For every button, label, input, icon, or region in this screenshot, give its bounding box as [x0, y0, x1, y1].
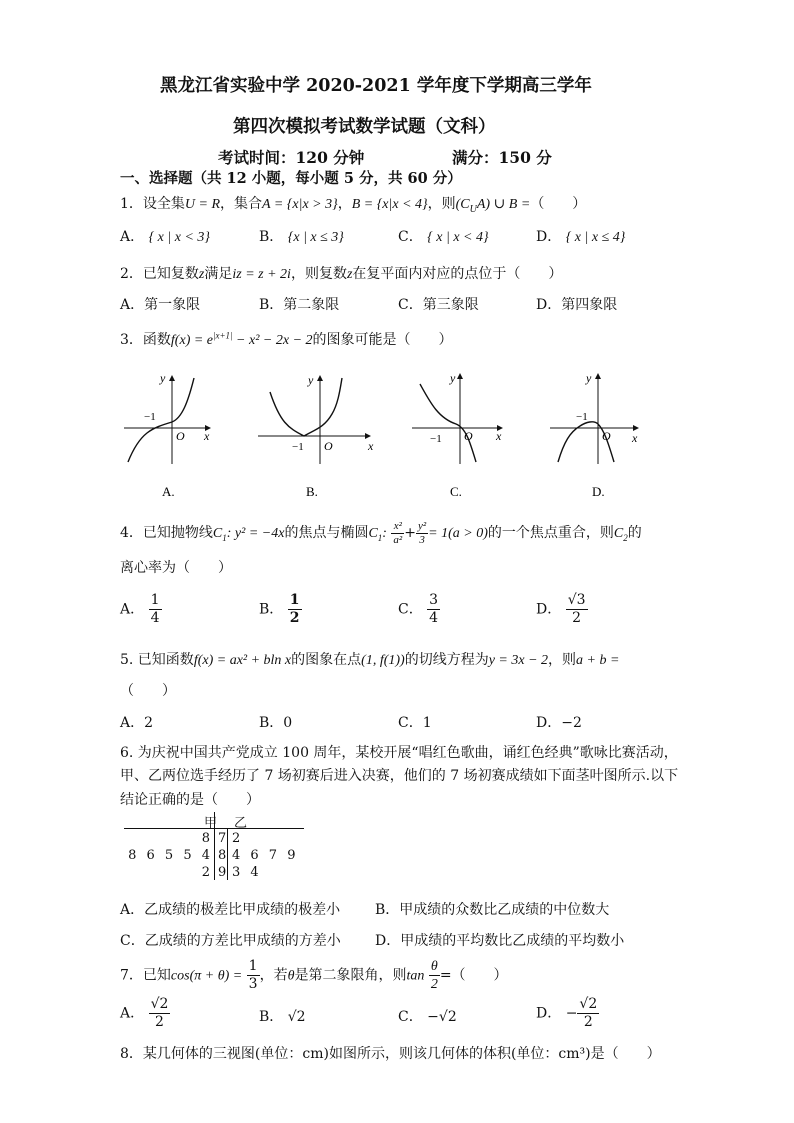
graph-d-label: D.	[592, 484, 605, 499]
stem-leaf-right-row1: 2	[232, 831, 241, 846]
stem-leaf-right-row2: 4 6 7 9	[232, 848, 296, 863]
question-7-option-b[interactable]: B． √2	[259, 1009, 306, 1025]
question-1-option-a[interactable]: A． { x | x < 3}	[120, 229, 210, 245]
question-6-line3: 结论正确的是（ ）	[120, 792, 260, 808]
question-8-stem: 8．某几何体的三视图(单位：cm)如图所示，则该几何体的体积(单位：cm³)是（ ）	[120, 1046, 661, 1062]
question-7-option-c[interactable]: C． −√2	[398, 1009, 457, 1025]
ellipse-frac-y: $\frac{\text{y²}}{3}$	[417, 519, 427, 546]
z-var: z	[346, 267, 353, 282]
question-4-option-c[interactable]: C． $\frac{3}{4}$	[398, 592, 439, 626]
graph-c-neg-one: −1	[430, 433, 442, 445]
question-6-option-b[interactable]: B．甲成绩的众数比乙成绩的中位数大	[375, 902, 610, 918]
stem-leaf-right-row3: 3 4	[232, 865, 259, 880]
exam-title-line2: 第四次模拟考试数学试题（文科）	[233, 117, 496, 137]
graph-b-label: B.	[306, 484, 318, 499]
question-5-stem: 5. 已知函数f(x) = ax² + bln x的图象在点(1, f(1))的切线方程为y = 3x − 2，则a + b =	[120, 652, 620, 668]
graph-b-neg-one: −1	[292, 441, 304, 453]
question-3-graphs	[110, 362, 670, 512]
question-1-option-c[interactable]: C． { x | x < 4}	[398, 229, 489, 245]
stem-leaf-left-row2: 8 6 5 5 4	[128, 848, 210, 863]
exam-title-line1: 黑龙江省实验中学 2020-2021 学年度下学期高三学年	[160, 76, 592, 96]
graph-a[interactable]	[124, 371, 210, 499]
stem-leaf-head-left: 甲	[204, 816, 218, 831]
exam-score: 满分：150 分	[452, 148, 552, 167]
graph-d-x-label: x	[632, 431, 638, 445]
graph-b[interactable]	[258, 373, 374, 499]
question-5-option-a[interactable]: A．2	[120, 715, 154, 731]
ellipse-frac-x: $\frac{\text{x²}}{\text{a²}}$	[393, 519, 403, 546]
graph-b-y-label: y	[308, 373, 314, 387]
graph-d-origin: O	[602, 429, 611, 443]
question-6-option-d[interactable]: D．甲成绩的平均数比乙成绩的平均数小	[375, 933, 625, 949]
question-4-option-d[interactable]: D． $\frac{√3}{2}$	[536, 592, 586, 626]
question-1-stem: 1．设全集U = R，集合A = {x|x > 3}，B = {x|x < 4}，则$(C_UA)$ ∪ B =（ ）	[120, 196, 587, 215]
stem-leaf-stem-row3: 9	[218, 865, 227, 880]
question-7-stem: 7．已知cos(π + θ) = $\frac{1}{3}$ ，若θ是第二象限角，则tan $\frac{\theta}{2}$ =（ ）	[120, 958, 508, 992]
question-5-option-c[interactable]: C．1	[398, 715, 432, 731]
graph-b-x-label: x	[368, 439, 374, 453]
question-1-option-b[interactable]: B． {x | x ≤ 3}	[259, 229, 344, 245]
graph-c-x-label: x	[496, 429, 502, 443]
question-2-option-a[interactable]: A．第一象限	[120, 297, 201, 313]
graph-a-label: A.	[162, 484, 175, 499]
graph-a-y-label: y	[160, 371, 166, 385]
question-4-stem-line2: 离心率为（ ）	[120, 560, 232, 576]
graph-c-origin: O	[464, 429, 473, 443]
graph-a-neg-one: −1	[144, 411, 156, 423]
stem-leaf-stem-row1: 7	[218, 831, 227, 846]
question-6-line2: 甲、乙两位选手经历了 7 场初赛后进入决赛，他们的 7 场初赛成绩如下面茎叶图所示.以下	[120, 768, 679, 784]
graph-d-y-label: y	[586, 371, 592, 385]
question-5-option-b[interactable]: B．0	[259, 715, 293, 731]
question-7-option-a[interactable]: A． $\frac{√2}{2}$	[120, 996, 169, 1030]
question-7-option-d[interactable]: D． − $\frac{√2}{2}$	[536, 996, 598, 1030]
question-1-option-d[interactable]: D． { x | x ≤ 4}	[536, 229, 626, 245]
graph-c-y-label: y	[450, 371, 456, 385]
question-3-stem: 3．函数$f(x) = e^{|x+1|} - x^2 - 2x - 2$的图象可能是（ ）	[120, 330, 453, 348]
question-4-option-b[interactable]: B． $\frac{1}{2}$	[259, 592, 300, 626]
question-4-option-a[interactable]: A． $\frac{1}{4}$	[120, 592, 160, 626]
graph-c[interactable]	[412, 371, 502, 499]
graph-b-origin: O	[324, 439, 333, 453]
question-2-stem: 2．已知复数z满足iz = z + 2i，则复数z在复平面内对应的点位于（ ）	[120, 266, 563, 282]
graph-c-label: C.	[450, 484, 462, 499]
question-6-line1: 6. 为庆祝中国共产党成立 100 周年，某校开展“唱红色歌曲，诵红色经典”歌咏比赛活动，	[120, 745, 678, 761]
stem-leaf-plot	[124, 812, 304, 881]
graph-d-neg-one: −1	[576, 411, 588, 423]
exam-time: 考试时间：120 分钟	[218, 148, 365, 167]
question-5-stem-line2: （ ）	[120, 683, 176, 699]
graph-d[interactable]	[550, 371, 638, 499]
question-5-option-d[interactable]: D．−2	[536, 715, 582, 731]
graph-a-x-label: x	[204, 429, 210, 443]
question-6-option-c[interactable]: C．乙成绩的方差比甲成绩的方差小	[120, 933, 341, 949]
stem-leaf-left-row1: 8	[201, 831, 210, 846]
question-2-option-c[interactable]: C．第三象限	[398, 297, 479, 313]
question-2-option-b[interactable]: B．第二象限	[259, 297, 340, 313]
stem-leaf-left-row3: 2	[201, 865, 210, 880]
stem-leaf-head-right: 乙	[234, 816, 248, 831]
stem-leaf-stem-row2: 8	[218, 848, 227, 863]
question-6-option-a[interactable]: A．乙成绩的极差比甲成绩的极差小	[120, 902, 341, 918]
question-2-option-d[interactable]: D．第四象限	[536, 297, 618, 313]
section-heading: 一、选择题（共 12 小题，每小题 5 分，共 60 分）	[120, 170, 462, 187]
question-4-stem: 4．已知抛物线$C_1$: y² = −4x的焦点与椭圆$C_1$: $\frac{\text{x²}}{\text{a²}}$ + $\frac{\text{y²}}{3}$ = 1(a > 0)的一个焦点重合，则$C_2$的	[120, 519, 642, 546]
graph-a-origin: O	[176, 429, 185, 443]
